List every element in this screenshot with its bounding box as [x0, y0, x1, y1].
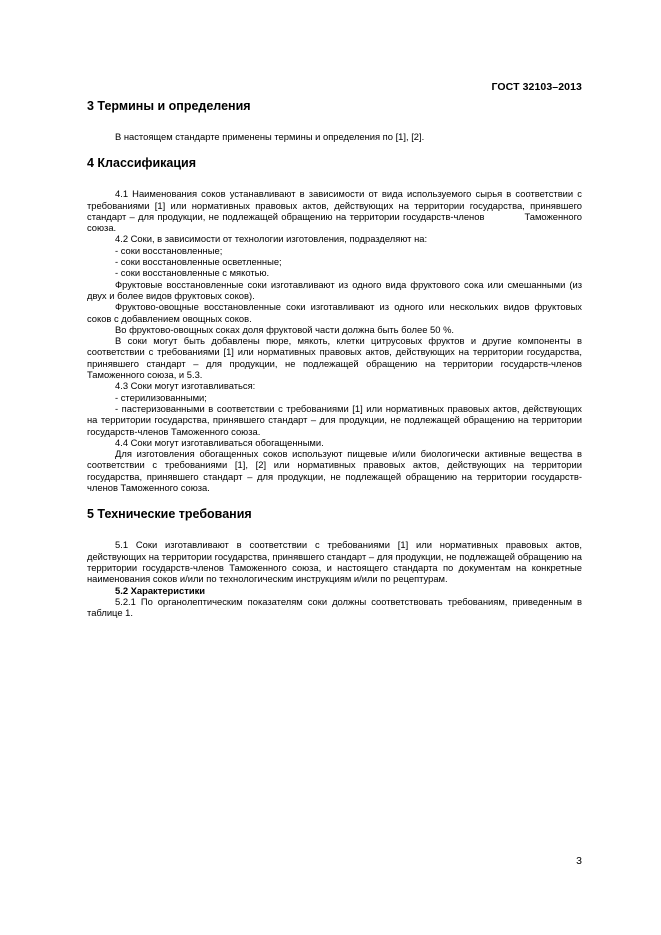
paragraph-4-3: 4.3 Соки могут изготавливаться:: [115, 380, 256, 392]
standard-code: ГОСТ 32103–2013: [491, 81, 582, 93]
paragraph-4-2: 4.2 Соки, в зависимости от технологии изготовления, подразделяют на:: [115, 233, 428, 245]
list-item-pasteurized: - пастеризованными в соответствии с требованиями [1] или нормативных правовых актов, действующих на территории государства, принявшего стандарт – для продукции, не подлежащей обращению на территории государств-членов Таможенного союза.: [87, 402, 582, 437]
paragraph-4-4: 4.4 Соки могут изготавливаться обогащенными.: [115, 436, 324, 448]
paragraph-fruit-share: Во фруктово-овощных соках доля фруктовой части должна быть более 50 %.: [115, 323, 455, 335]
section-3-title: 3 Термины и определения: [87, 99, 251, 113]
paragraph-additions: В соки могут быть добавлены пюре, мякоть, клетки цитрусовых фруктов и другие компоненты в соответствии с требованиями [1] или нормативных правовых актов, действующих на территории государства, принявшего стандарт – для продукции, не подлежащей обращению на территории государств-членов Таможенного союза, и 5.3.: [87, 335, 582, 381]
section-5-title: 5 Технические требования: [87, 507, 252, 522]
list-item-restored: - соки восстановленные;: [115, 244, 223, 256]
section-3-paragraph: В настоящем стандарте применены термины и определения по [1], [2].: [115, 131, 425, 142]
paragraph-4-1-text: 4.1 Наименования соков устанавливают в зависимости от вида используемого сырья в соответствии с требованиями [1] или нормативных правовых актов, действующих на территории государства, принявшего стандарт – для продукции, не подлежащей обращению на территории государств-членов: [87, 188, 582, 222]
paragraph-fruit-vegetable-juices: Фруктово-овощные восстановленные соки изготавливают из одного или нескольких видов фруктовых соков с добавлением овощных соков.: [87, 301, 582, 324]
paragraph-4-1-tail: Таможенного союза.: [87, 210, 582, 234]
subsection-5-2-title: 5.2 Характеристики: [115, 584, 206, 596]
paragraph-fruit-juices: Фруктовые восстановленные соки изготавливают из одного вида фруктового сока или смешанными (из двух и более видов фруктовых соков).: [87, 278, 582, 301]
page-content: [87, 98, 582, 618]
paragraph-enriched: Для изготовления обогащенных соков используют пищевые и/или биологически активные вещества в соответствии с требованиями [1], [2] или нормативных правовых актов, действующих на территории государства, принявшего стандарт – для продукции, не подлежащей обращению на территории государств-членов Таможенного союза.: [87, 448, 582, 494]
list-item-clarified: - соки восстановленные осветленные;: [115, 256, 282, 268]
paragraph-5-1: 5.1 Соки изготавливают в соответствии с требованиями [1] или нормативных правовых актов, действующих на территории государства, принявшего стандарт – для продукции, не подлежащей обращению на территории государств-членов Таможенного союза, и настоящего стандарта по документам на конкретные наименования соков и/или по технологическим инструкциям и/или по рецептурам.: [87, 539, 582, 585]
section-4-title: 4 Классификация: [87, 156, 197, 171]
list-item-sterilized: - стерилизованными;: [115, 391, 207, 403]
paragraph-4-1: [87, 188, 582, 233]
list-item-pulp: - соки восстановленные с мякотью.: [115, 267, 270, 279]
paragraph-5-2-1: 5.2.1 По органолептическим показателям соки должны соответствовать требованиям, приведенным в таблице 1.: [87, 595, 582, 619]
page-number: 3: [576, 855, 582, 867]
